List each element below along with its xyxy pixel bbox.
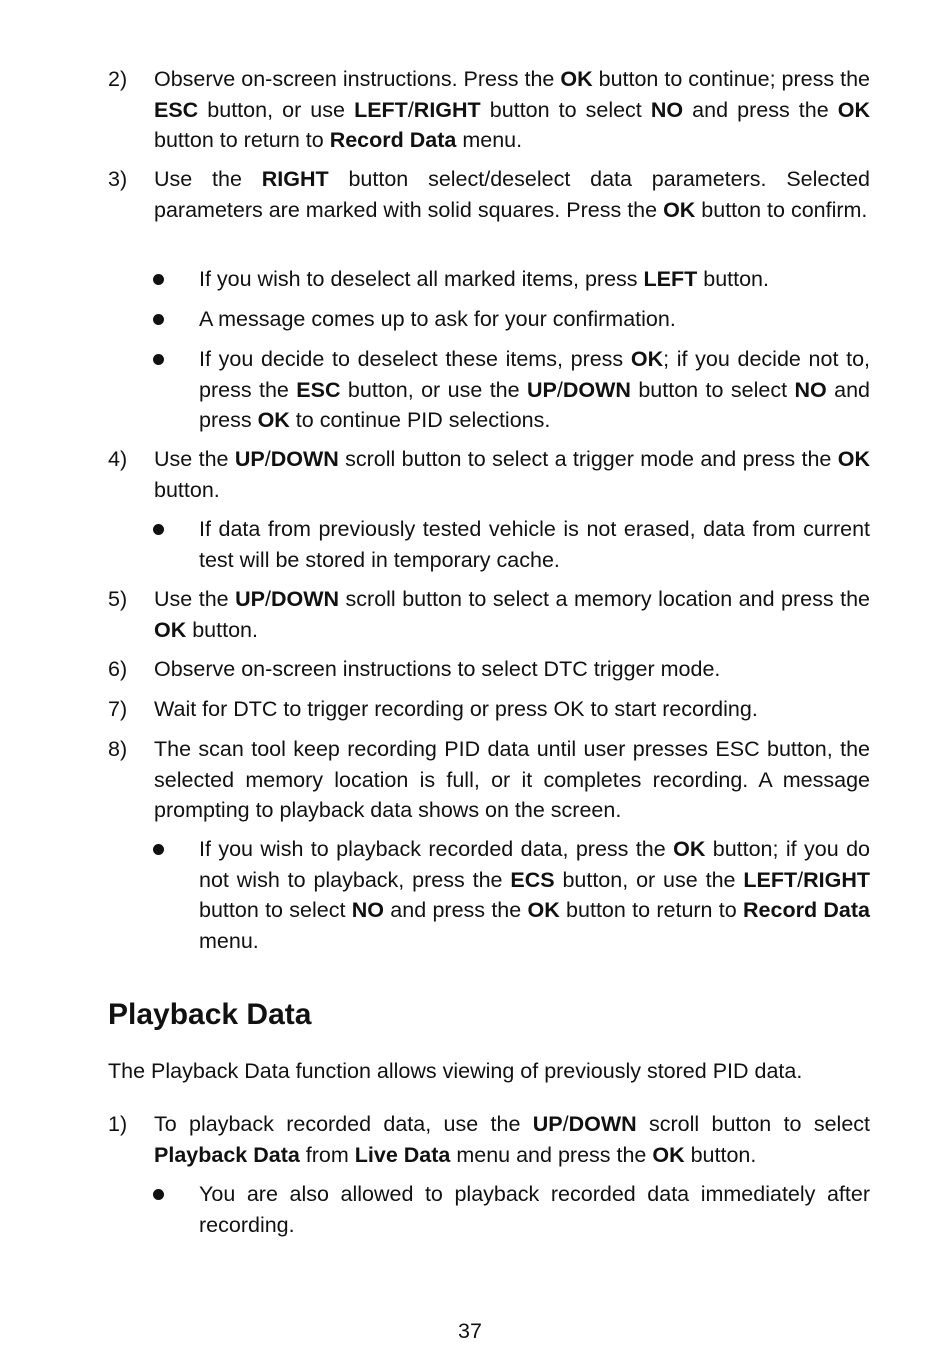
bullet-text: You are also allowed to playback recorded data immediately after recording.: [199, 1182, 870, 1237]
step-number: 3): [108, 167, 128, 191]
bold-term: Live Data: [354, 1142, 451, 1167]
step-number: 2): [108, 67, 128, 91]
bold-term: OK: [154, 617, 187, 642]
bold-term: RIGHT: [261, 167, 329, 191]
bullet-dot-icon: [153, 524, 164, 535]
bold-term: OK: [663, 197, 696, 222]
bullet-text: A message comes up to ask for your confirmation.: [199, 307, 676, 331]
bullet-point: [153, 264, 870, 295]
bullet-text: If you wish to deselect all marked items, press LEFT button.: [199, 267, 769, 291]
step-text: To playback recorded data, use the UP/DOWN scroll button to select Playback Data from Live Data menu and press the OK button.: [154, 1112, 871, 1167]
step-text: Observe on-screen instructions to select DTC trigger mode.: [154, 657, 721, 681]
bold-term: NO: [351, 898, 384, 922]
page-number: 37: [458, 1319, 482, 1343]
bold-term: DOWN: [562, 377, 631, 402]
section-intro: The Playback Data function allows viewing of previously stored PID data.: [108, 1059, 803, 1083]
bold-term: OK: [673, 837, 706, 861]
numbered-step: [108, 694, 870, 725]
bold-term: OK: [527, 898, 560, 922]
bold-term: UP: [532, 1112, 563, 1136]
step-number: 6): [108, 657, 128, 681]
bold-term: ESC: [154, 97, 199, 122]
step-number: 4): [108, 447, 128, 471]
bullet-text: If you wish to playback recorded data, press the OK button; if you do not wish to playback, press the ECS button, or use the LEFT/RIGHT button to select NO and press the OK button to return to Record Data menu.: [199, 837, 870, 953]
step-text: Use the UP/DOWN scroll button to select a trigger mode and press the OK button.: [154, 447, 870, 502]
bold-term: LEFT: [354, 97, 408, 122]
bold-term: Playback Data: [154, 1142, 300, 1167]
bold-term: RIGHT: [413, 97, 481, 122]
bullet-point: [153, 514, 870, 575]
bold-term: LEFT: [743, 867, 798, 892]
bold-term: UP: [235, 587, 265, 611]
bullet-dot-icon: [153, 1189, 164, 1200]
bold-term: OK: [257, 408, 290, 432]
numbered-step: [108, 64, 870, 156]
bold-term: ESC: [296, 377, 341, 402]
bold-term: DOWN: [568, 1112, 637, 1136]
bullet-text: If data from previously tested vehicle is not erased, data from current test will be stored in temporary cache.: [199, 517, 870, 572]
numbered-step: [108, 164, 870, 225]
bold-term: Record Data: [743, 898, 870, 922]
numbered-step: [108, 654, 870, 685]
bold-term: OK: [837, 447, 870, 471]
bold-term: ECS: [510, 867, 555, 892]
step-number: 5): [108, 587, 128, 611]
bold-term: OK: [837, 97, 870, 122]
bullet-point: [153, 1179, 870, 1240]
bold-term: Record Data: [329, 128, 457, 152]
bold-term: DOWN: [270, 447, 339, 471]
bold-term: OK: [652, 1142, 685, 1167]
bullet-point: [153, 834, 870, 956]
numbered-step: [108, 444, 870, 505]
step-text: Wait for DTC to trigger recording or press OK to start recording.: [154, 697, 758, 721]
bullet-text: If you decide to deselect these items, press OK; if you decide not to, press the ESC button, or use the UP/DOWN button to select NO and press OK to continue PID selections.: [199, 347, 870, 432]
numbered-step: [108, 734, 870, 826]
bullet-dot-icon: [153, 844, 164, 855]
bold-term: NO: [794, 377, 827, 402]
bullet-point: [153, 344, 870, 436]
bold-term: LEFT: [643, 267, 698, 291]
step-text: Observe on-screen instructions. Press the OK button to continue; press the ESC button, or use LEFT/RIGHT button to select NO and press the OK button to return to Record Data menu.: [154, 67, 870, 152]
bullet-dot-icon: [153, 274, 164, 285]
bullet-point: [153, 304, 870, 335]
step-number: 1): [108, 1112, 128, 1136]
step-text: Use the UP/DOWN scroll button to select a memory location and press the OK button.: [154, 587, 870, 642]
numbered-step: [108, 584, 870, 645]
numbered-step: [108, 1109, 870, 1170]
bold-term: DOWN: [270, 587, 340, 611]
bold-term: RIGHT: [803, 867, 870, 892]
step-text: Use the RIGHT button select/deselect data parameters. Selected parameters are marked with solid squares. Press the OK button to confirm.: [154, 167, 870, 222]
bold-term: UP: [234, 447, 265, 471]
bullet-dot-icon: [153, 314, 164, 325]
step-text: The scan tool keep recording PID data until user presses ESC button, the selected memory location is full, or it completes recording. A message prompting to playback data shows on the screen.: [154, 737, 870, 822]
bold-term: OK: [630, 347, 664, 371]
section-heading: Playback Data: [108, 998, 312, 1031]
step-number: 7): [108, 697, 128, 721]
bold-term: NO: [650, 97, 684, 122]
bold-term: UP: [527, 377, 557, 402]
bold-term: OK: [560, 67, 593, 91]
step-number: 8): [108, 737, 128, 761]
bullet-dot-icon: [153, 354, 164, 365]
